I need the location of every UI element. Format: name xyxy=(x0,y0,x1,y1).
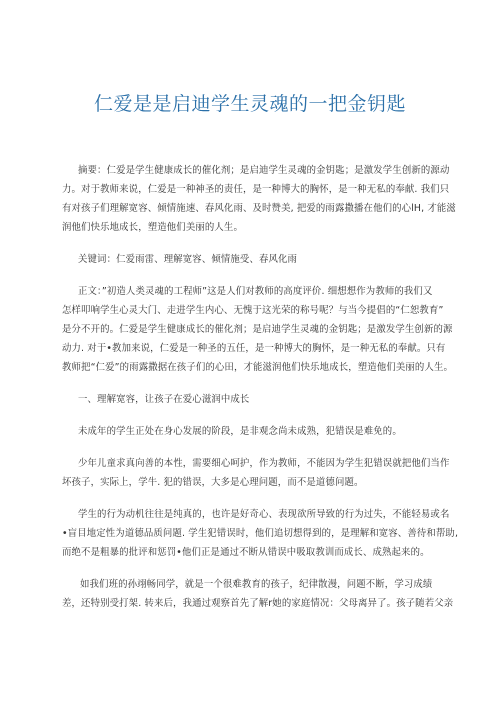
body-intro-line: 正文：”初造人类灵魂的工程师”这是人们对教师的高度评价. 细想想作为教师的我们又 xyxy=(78,286,433,297)
paragraph-line: 如我们班的孙翊畅同学，就是一个很难教育的孩子，纪律散漫，问题不断，学习成绩 xyxy=(80,579,433,590)
body-intro-line: 动力. 对于•教加来说，仁爱是一种圣的五任，是一种博大的胸怀，是一种无私的奉献。只有 xyxy=(62,343,446,354)
paragraph-line: 而绝不是粗暴的批评和惩罚•他们正是通过不断从错误中吸取教训而成长、成熟起来的。 xyxy=(62,547,430,558)
document-title: 仁爱是是启迪学生灵魂的一把金钥匙 xyxy=(93,93,406,115)
section-heading: 一、理解宽容，让孩子在爱心滋润中成长 xyxy=(78,394,250,405)
body-intro-line: 怎样叩响学生心灵大门、走进学生内心、无愧于这光荣的称号呢？与当今提倡的“仁恕教育” xyxy=(62,305,444,316)
paragraph-line: 少年儿童求真向善的本性，需要细心呵护，作为教师，不能因为学生犯错误就把他们当作 xyxy=(78,458,450,469)
paragraph-line: 差，还特别受打架. 转来后，我通过观察首先了解r她的家庭情况：父母离异了。孩子随若父亲 xyxy=(62,598,454,609)
body-intro-line: 教师把“仁爱”的雨露撒据在孩子们的心田，才能滋润他们快乐地成长，塑造他们美丽的人生。 xyxy=(62,362,454,373)
paragraph-line: •盲目地定性为道德品质问题. 学生犯错误时，他们追切想得到的，是理解和宽容、善待和帮助, xyxy=(62,528,459,539)
keywords-line: 关键词：仁爱雨雷、理解宽容、倾情施受、春风化雨 xyxy=(78,254,298,265)
abstract-line: 有对孩子们理解宽容、倾情施速、春风化雨、及时赞美, 把爱的雨露撒播在他们的心lH, 才能滋 xyxy=(62,203,456,214)
abstract-line: 润他们快乐地成长，塑造他们美丽的人生。 xyxy=(62,222,243,233)
body-intro-line: 是分不开的。仁爱是学生健康成长的催化剂；是启迪学生灵魂的金钥匙；是激发学生创新的源 xyxy=(62,324,453,335)
abstract-line: 摘要：仁爱是学生健康成长的催化剂；是启迪学生灵魂的金钥匙；是激发学生创新的源动 xyxy=(78,165,450,176)
paragraph-line: 学生的行为动机往往是纯真的，也许是好奇心、表现欲所导致的行为过失，不能轻易或名 xyxy=(78,509,450,520)
paragraph-line: 坏孩子，实际上，学牛. 犯的错误，大多是心理问题，而不是道德问题。 xyxy=(62,477,364,488)
paragraph-line: 未成年的学生正处在身心发展的阶段，是非观念尚未成熟，犯错误是难免的。 xyxy=(78,426,402,437)
abstract-line: 力。对于教师来说，仁爱是一种神圣的责任，是一种博大的胸怀，是一种无私的奉献. 我们只 xyxy=(62,184,450,195)
